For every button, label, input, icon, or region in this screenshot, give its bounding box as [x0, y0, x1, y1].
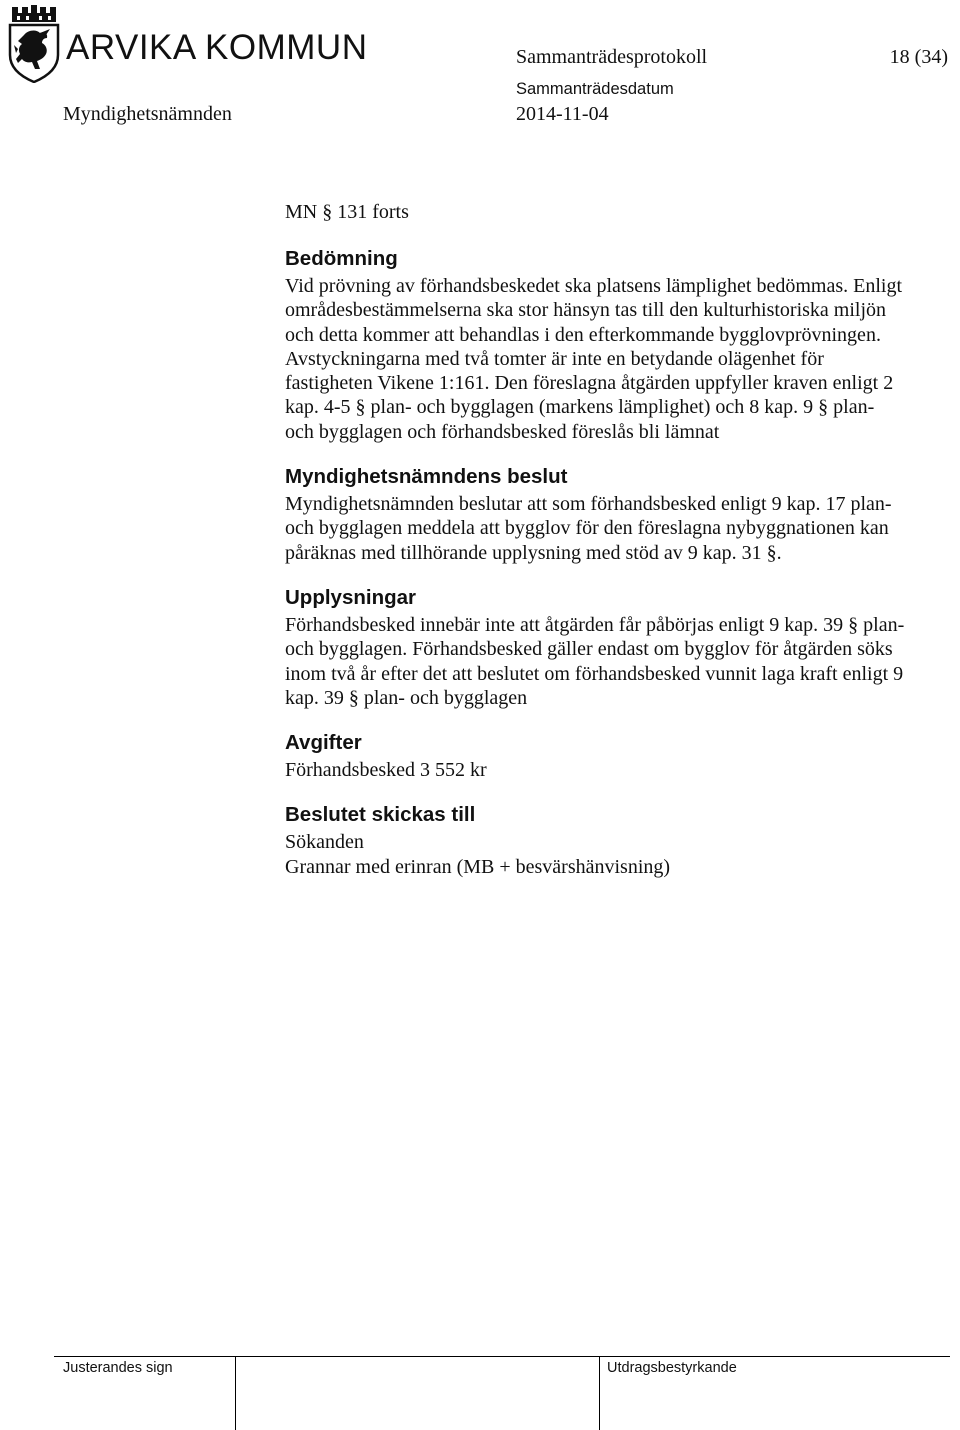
section-heading: Beslutet skickas till [285, 803, 476, 827]
adjusters-sign-label: Justerandes sign [63, 1360, 173, 1376]
text-line: Sökanden [285, 831, 364, 854]
text-line: Vid prövning av förhandsbeskedet ska platsens lämplighet bedömmas. Enligt [285, 275, 903, 297]
page-number: 18 (34) [889, 46, 948, 68]
text-line: Förhandsbesked innebär inte att åtgärden får påbörjas enligt 9 kap. 39 § plan- [285, 613, 905, 636]
text-line: påräknas med tillhörande upplysning med stöd av 9 kap. 31 §. [285, 541, 782, 564]
text-line: och bygglagen och förhandsbesked föreslås bli lämnat [285, 420, 720, 443]
section-heading: Upplysningar [285, 585, 416, 609]
section-text [285, 274, 945, 444]
section-assessment [285, 246, 945, 444]
text-line: fastigheten Vikene 1:161. Den föreslagna åtgärden uppfyller kraven enligt 2 [285, 372, 894, 395]
text-line: och bygglagen meddela att bygglov för den föreslagna nybyggnationen kan [285, 517, 889, 540]
text-line: kap. 39 § plan- och bygglagen [285, 686, 528, 709]
committee-name: Myndighetsnämnden [63, 103, 232, 125]
text-line: Grannar med erinran (MB + besvärshänvisning) [285, 855, 671, 878]
section-heading: Avgifter [285, 731, 362, 755]
section-distribution [285, 802, 945, 879]
protocol-body [285, 200, 945, 899]
text-line: Myndighetsnämnden beslutar att som förhandsbesked enligt 9 kap. 17 plan- [285, 493, 892, 516]
text-line: kap. 4-5 § plan- och bygglagen (markens lämplighet) och 8 kap. 9 § plan- [285, 396, 875, 419]
text-line: och detta kommer att behandlas i den efterkommande bygglovprövningen. [285, 323, 881, 346]
footer-rule [54, 1356, 950, 1357]
footer-divider [599, 1356, 600, 1430]
text-line: områdesbestämmelserna ska stor hänsyn tas till den kulturhistoriska miljön [285, 299, 887, 322]
text-line: Avstyckningarna med två tomter är inte en betydande olägenhet för [285, 347, 824, 370]
text-line: inom två år efter det att beslutet om förhandsbesked vunnit laga kraft enligt 9 [285, 662, 904, 685]
section-decision [285, 464, 945, 565]
extract-certification-label: Utdragsbestyrkande [607, 1360, 737, 1376]
section-fees [285, 730, 945, 782]
section-text [285, 492, 945, 565]
document-type: Sammanträdesprotokoll [516, 46, 708, 68]
arvika-coat-of-arms-logo [6, 5, 62, 83]
section-text [285, 758, 945, 782]
case-reference: MN § 131 forts [285, 201, 409, 223]
text-line: Förhandsbesked 3 552 kr [285, 759, 487, 782]
section-heading: Myndighetsnämndens beslut [285, 465, 568, 489]
section-text [285, 613, 945, 710]
meeting-date-label: Sammanträdesdatum [516, 80, 674, 98]
text-line: och bygglagen. Förhandsbesked gäller endast om bygglov för åtgärden söks [285, 638, 893, 661]
section-information [285, 585, 945, 710]
meeting-date: 2014-11-04 [516, 103, 609, 125]
footer-divider [235, 1356, 236, 1430]
logo-wordmark: ARVIKA KOMMUN [66, 28, 368, 67]
section-heading: Bedömning [285, 247, 398, 270]
section-text [285, 830, 945, 879]
